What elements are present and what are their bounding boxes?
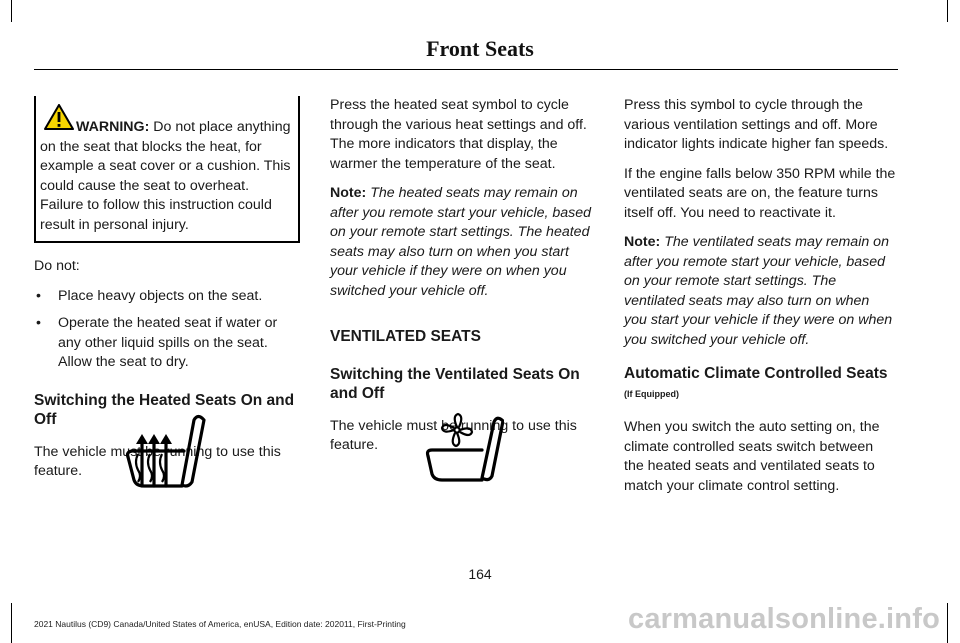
- ventilation-instructions: Press this symbol to cycle through the various ventilation settings and off. More indicator lights indicate higher fan speeds.: [624, 97, 889, 152]
- heading-ventilated-seats: Switching the Ventilated Seats On and Off: [330, 365, 580, 402]
- header-rule: [34, 69, 898, 70]
- column-3: [624, 96, 896, 506]
- section-title-ventilated: VENTILATED SEATS: [330, 328, 481, 345]
- auto-climate-text: When you switch the auto setting on, the climate controlled seats switch between the heated seats and ventilated seats to match your climate control setting.: [624, 419, 880, 494]
- warning-label: WARNING:: [76, 119, 150, 135]
- heading-auto-text: Automatic Climate Controlled Seats: [624, 365, 888, 382]
- ventilated-seat-icon: [424, 412, 504, 484]
- do-not-label: Do not:: [34, 258, 80, 274]
- heated-seat-icon: [122, 410, 208, 490]
- heated-note: [330, 184, 600, 301]
- if-equipped-label: (If Equipped): [624, 389, 679, 399]
- must-run-text: The vehicle must be running to use this feature.: [330, 417, 577, 453]
- crop-mark-top-right-v: [947, 0, 948, 22]
- page-number: 164: [468, 566, 492, 582]
- note-text: The heated seats may remain on after you remote start your vehicle, based on your remote start settings. The heated seats may also turn on when you start your vehicle if they were on when you switched your vehicle off.: [330, 185, 592, 299]
- page-title: Front Seats: [426, 36, 534, 61]
- warning-text: [40, 118, 295, 235]
- ventilated-note: [624, 233, 896, 350]
- crop-mark-top-left-v: [11, 0, 12, 22]
- edition-footer: 2021 Nautilus (CD9) Canada/United States of America, enUSA, Edition date: 202011, First-Printing: [34, 619, 406, 629]
- note-text: The ventilated seats may remain on after you remote start your vehicle, based on your remote start settings. The ventilated seats may also turn on when you start your vehicle if they were on when you switched your vehicle off.: [624, 234, 893, 348]
- list-item: • Operate the heated seat if water or any other liquid spills on the seat. Allow the seat to dry.: [34, 314, 300, 373]
- watermark: carmanualsonline.info: [628, 603, 940, 635]
- warning-triangle-icon: [44, 104, 74, 130]
- note-label: Note:: [624, 234, 661, 250]
- warning-box: [34, 96, 300, 243]
- warning-body: Do not place anything on the seat that blocks the heat, for example a seat cover or a cushion. This could cause the seat to overheat. Failure to follow this instruction could result in personal injury.: [40, 119, 291, 233]
- heated-instructions: Press the heated seat symbol to cycle through the various heat settings and off. The more indicators that display, the warmer the temperature of the seat.: [330, 97, 587, 172]
- engine-rpm-text: If the engine falls below 350 RPM while the ventilated seats are on, the feature turns itself off. You need to reactivate it.: [624, 165, 896, 221]
- list-item: • Place heavy objects on the seat.: [34, 287, 300, 307]
- heading-heated-seats: Switching the Heated Seats On and Off: [34, 391, 295, 428]
- note-label: Note:: [330, 185, 367, 201]
- crop-mark-bottom-left-v: [11, 603, 12, 643]
- crop-mark-bottom-right-v: [947, 603, 948, 643]
- heading-auto-climate-seats: [624, 364, 896, 404]
- column-2: [330, 96, 600, 466]
- must-run-text: The vehicle must be running to use this feature.: [34, 443, 281, 479]
- do-not-list: [34, 287, 300, 373]
